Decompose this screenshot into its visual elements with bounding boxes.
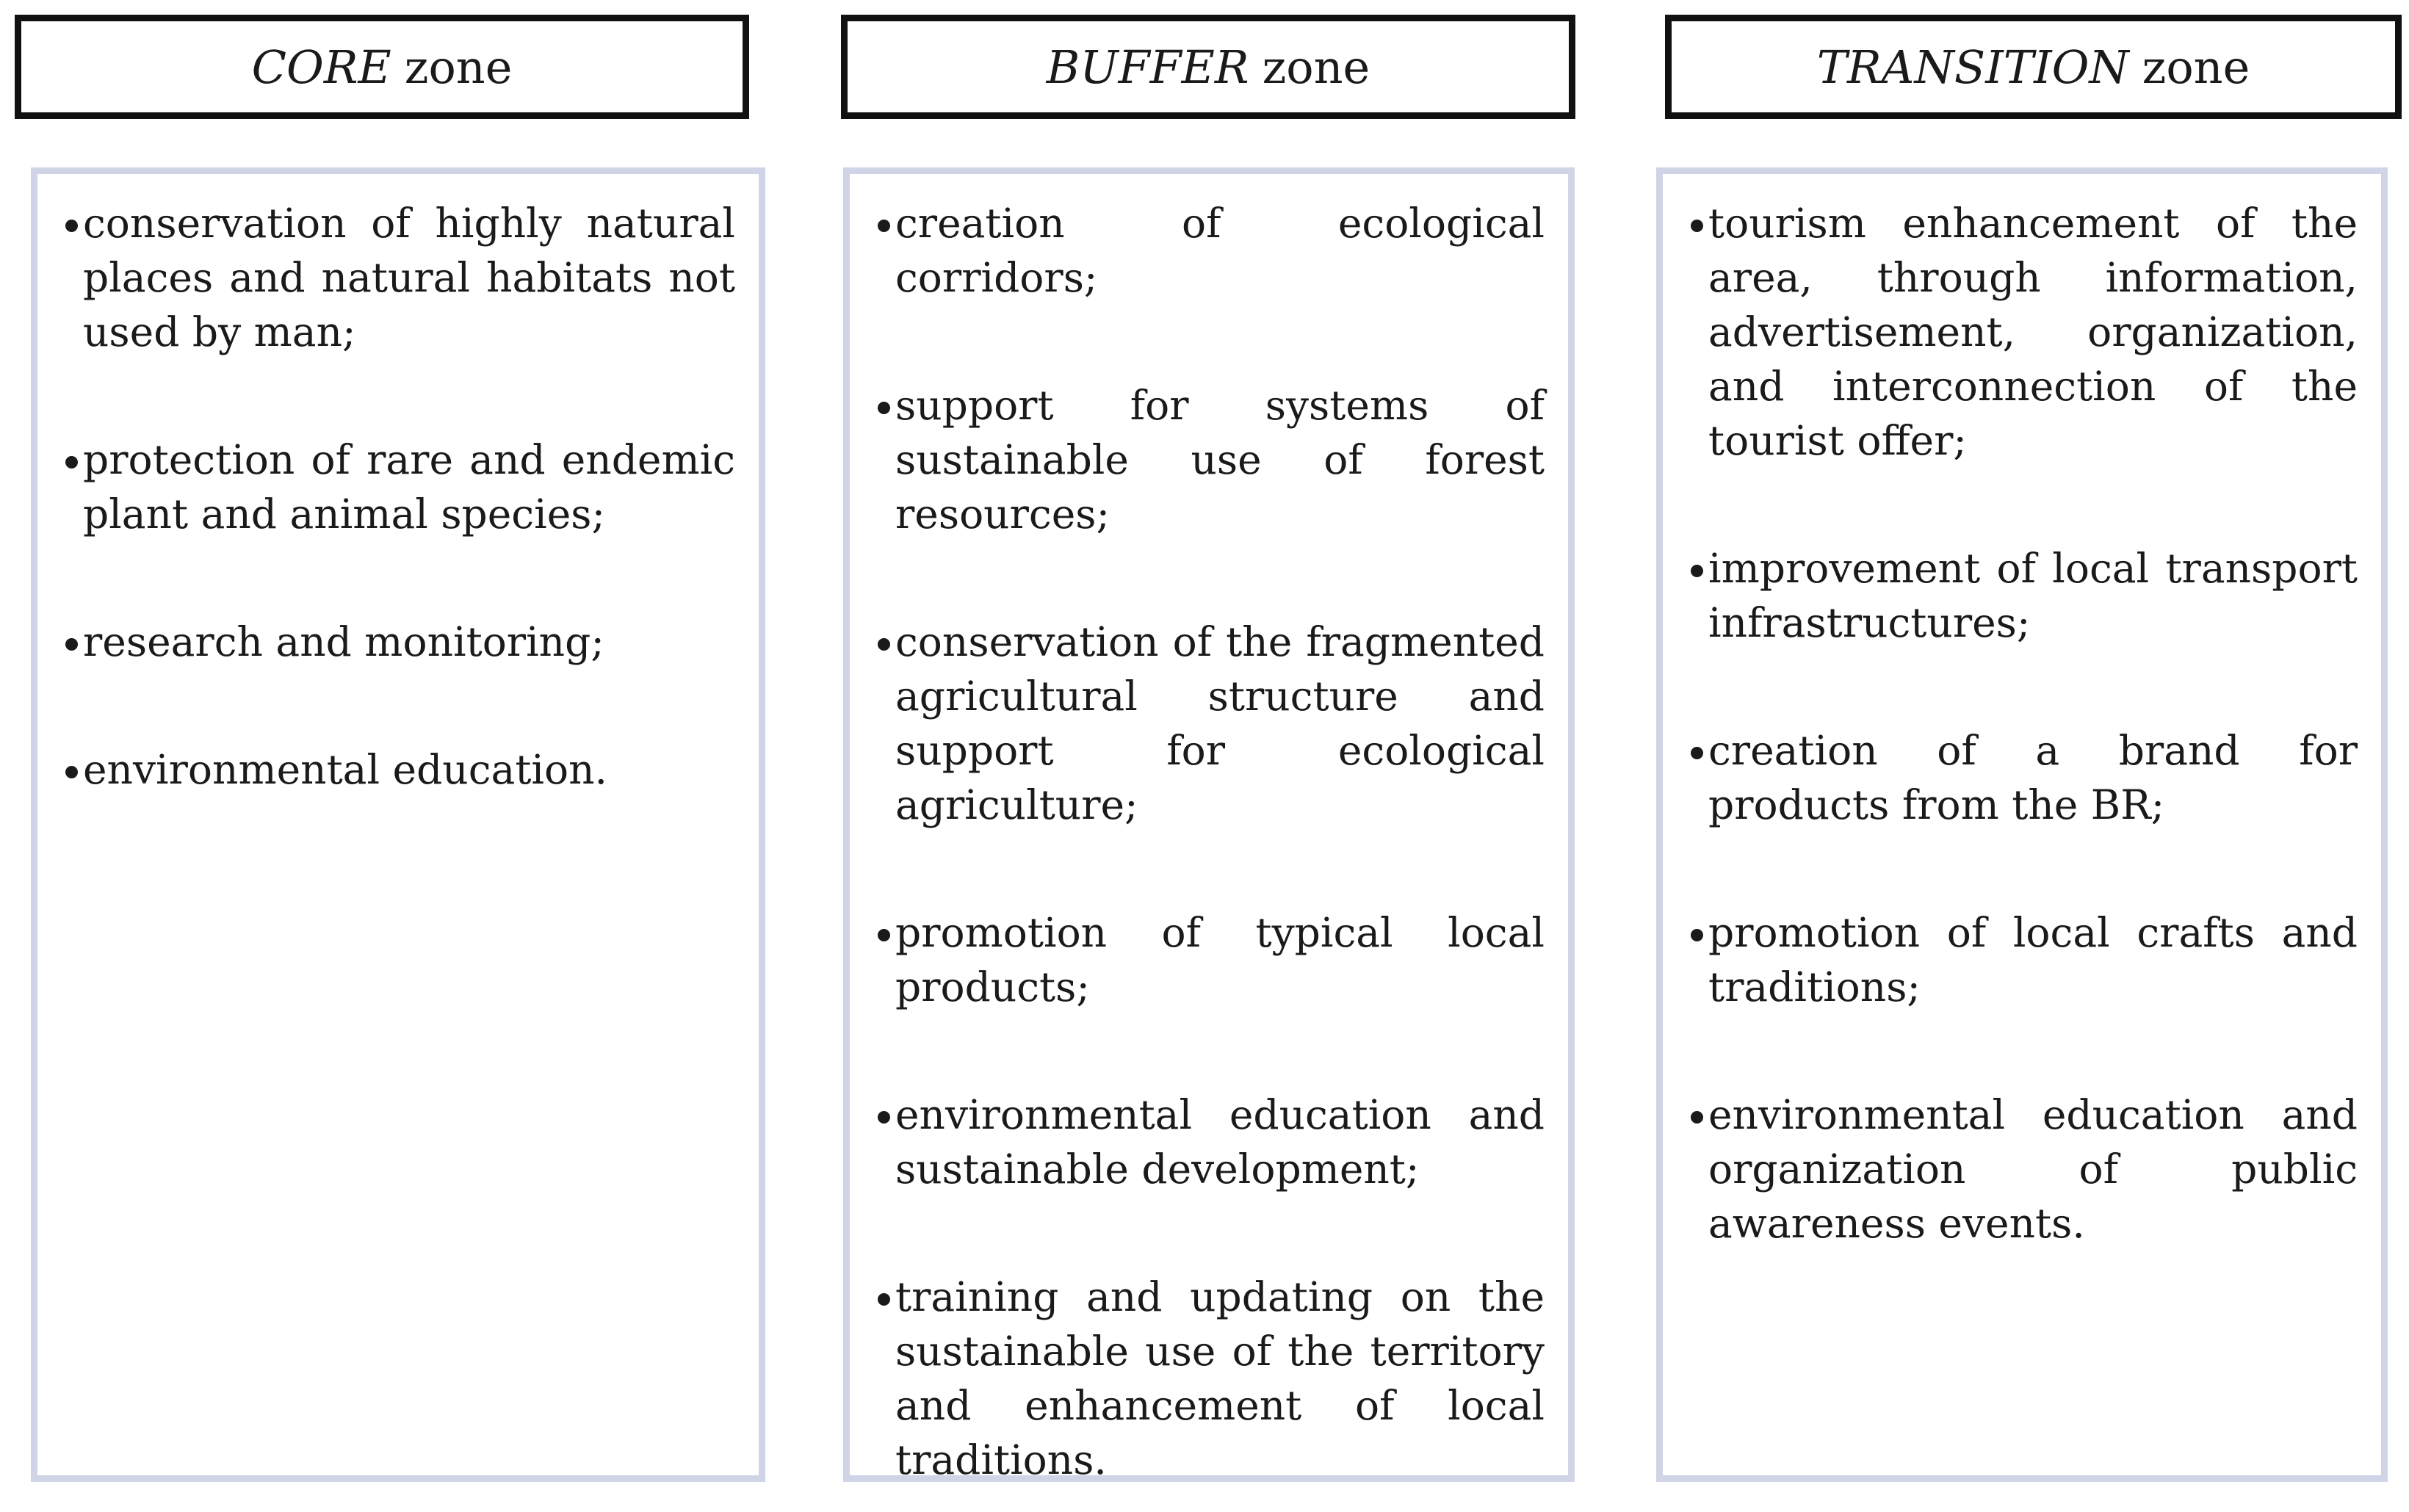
list-item: creation of ecological corridors;	[878, 196, 1545, 305]
core-zone-list	[65, 196, 735, 797]
list-item: environmental education.	[65, 742, 735, 797]
list-item: research and monitoring;	[65, 615, 735, 669]
list-item: training and updating on the sustainable use of the territory and enhancement of local traditions.	[878, 1270, 1545, 1487]
core-zone-header	[15, 15, 749, 119]
list-item: protection of rare and endemic plant and animal species;	[65, 433, 735, 541]
transition-zone-box	[1656, 167, 2388, 1482]
list-item: promotion of local crafts and traditions;	[1691, 905, 2358, 1014]
zone-suffix: zone	[1262, 40, 1370, 94]
list-item: conservation of the fragmented agricultural structure and support for ecological agriculture;	[878, 615, 1545, 832]
buffer-zone-box	[843, 167, 1575, 1482]
zone-name: TRANSITION	[1816, 40, 2129, 94]
zone-suffix: zone	[2142, 40, 2250, 94]
zone-suffix: zone	[404, 40, 513, 94]
transition-zone-header	[1665, 15, 2402, 119]
list-item: promotion of typical local products;	[878, 905, 1545, 1014]
list-item: creation of a brand for products from the BR;	[1691, 723, 2358, 832]
transition-zone-list	[1691, 196, 2358, 1251]
zone-name: CORE	[251, 40, 391, 94]
list-item: support for systems of sustainable use of forest resources;	[878, 378, 1545, 541]
list-item: conservation of highly natural places and natural habitats not used by man;	[65, 196, 735, 359]
list-item: improvement of local transport infrastructures;	[1691, 541, 2358, 650]
core-zone-box	[31, 167, 765, 1482]
zone-name: BUFFER	[1046, 40, 1249, 94]
list-item: environmental education and sustainable development;	[878, 1088, 1545, 1196]
buffer-zone-header	[841, 15, 1575, 119]
list-item: environmental education and organization of public awareness events.	[1691, 1088, 2358, 1251]
list-item: tourism enhancement of the area, through information, advertisement, organization, and interconnection of the tourist offer;	[1691, 196, 2358, 468]
buffer-zone-list	[878, 196, 1545, 1487]
